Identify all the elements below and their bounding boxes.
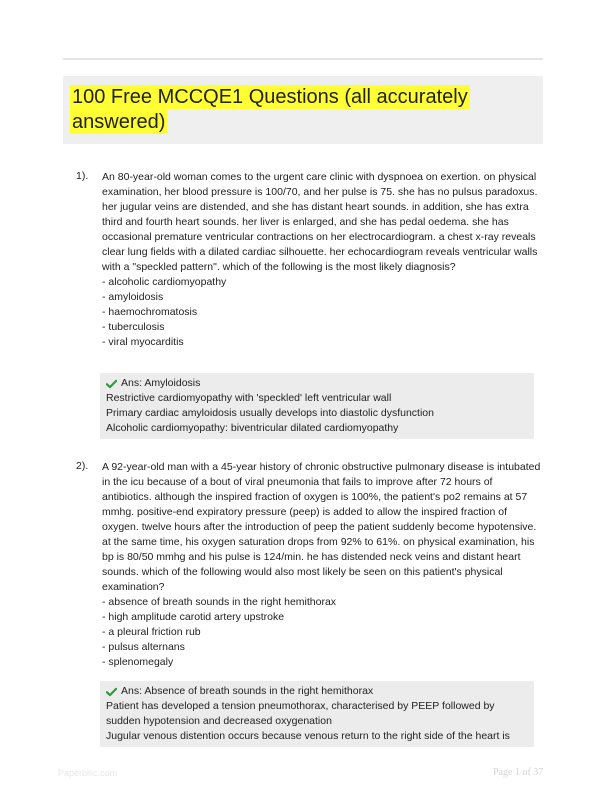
answer-text: Ans: Amyloidosis xyxy=(121,377,201,389)
option-item: - pulsus alternans xyxy=(102,641,185,653)
option-item: - a pleural friction rub xyxy=(102,626,201,638)
option-item: - amyloidosis xyxy=(102,291,164,303)
options-list xyxy=(102,595,542,670)
options-list xyxy=(102,275,542,350)
check-icon xyxy=(106,687,117,697)
answer-line xyxy=(106,376,528,391)
answer-box xyxy=(100,373,534,439)
answer-text: Ans: Absence of breath sounds in the right hemithorax xyxy=(121,685,374,697)
option-item: - alcoholic cardiomyopathy xyxy=(102,276,227,288)
footer-source: Paperbliic.com xyxy=(58,768,118,778)
explanation-line: Primary cardiac amyloidosis usually develops into diastolic dysfunction xyxy=(106,407,434,419)
answer-line xyxy=(106,684,528,699)
option-item: - haemochromatosis xyxy=(102,306,198,318)
explanation-line: Restrictive cardiomyopathy with 'speckled' left ventricular wall xyxy=(106,392,392,404)
explanation-line: Patient has developed a tension pneumothorax, characterised by PEEP followed by sudden hypotension and decreased oxygenation xyxy=(106,700,495,727)
explanation-line: Alcoholic cardiomyopathy: biventricular dilated cardiomyopathy xyxy=(106,422,399,434)
question-number: 2). xyxy=(76,460,89,472)
option-item: - absence of breath sounds in the right hemithorax xyxy=(102,596,337,608)
question-number: 1). xyxy=(76,170,89,182)
page-title xyxy=(70,85,510,135)
option-item: - viral myocarditis xyxy=(102,336,184,348)
option-item: - tuberculosis xyxy=(102,321,165,333)
option-item: - high amplitude carotid artery upstroke xyxy=(102,611,285,623)
check-icon xyxy=(106,379,117,389)
top-divider xyxy=(63,58,543,60)
option-item: - splenomegaly xyxy=(102,656,174,668)
question-text: An 80-year-old woman comes to the urgent care clinic with dyspnoea on exertion. on physical examination, her blood pressure is 100/70, and her pulse is 75. she has no pulsus paradoxus. her jugular veins are distended, and she has distant heart sounds. in addition, she has extra third and fourth heart sounds. her liver is enlarged, and she has pedal oedema. she has occasional premature ventricular contractions on her electrocardiogram. a chest x-ray reveals clear lung fields with a dilated cardiac silhouette. her echocardiogram reveals ventricular walls with a "speckled pattern". which of the following is the most likely diagnosis? xyxy=(102,171,538,273)
answer-box xyxy=(100,681,534,747)
question-2 xyxy=(102,460,542,670)
explanation-line: Jugular venous distention occurs because venous return to the right side of the heart is xyxy=(106,730,510,742)
question-1 xyxy=(102,170,542,350)
title-highlight: 100 Free MCCQE1 Questions (all accurately answered) xyxy=(72,86,468,133)
question-text: A 92-year-old man with a 45-year history of chronic obstructive pulmonary disease is intubated in the icu because of a bout of viral pneumonia that fails to improve after 72 hours of antibiotics. although the inspired fraction of oxygen is 100%, the patient's po2 remains at 57 mmhg. positive-end expiratory pressure (peep) is added to allow the inspired fraction of oxygen. twelve hours after the introduction of peep the patient suddenly become hypotensive. at the same time, his oxygen saturation drops from 92% to 61%. on physical examination, his bp is 80/50 mmhg and his pulse is 124/min. he has distended neck veins and distant heart sounds. which of the following would also most likely be seen on this patient's physical examination? xyxy=(102,461,541,593)
page-number: Page 1 of 37 xyxy=(493,767,544,778)
